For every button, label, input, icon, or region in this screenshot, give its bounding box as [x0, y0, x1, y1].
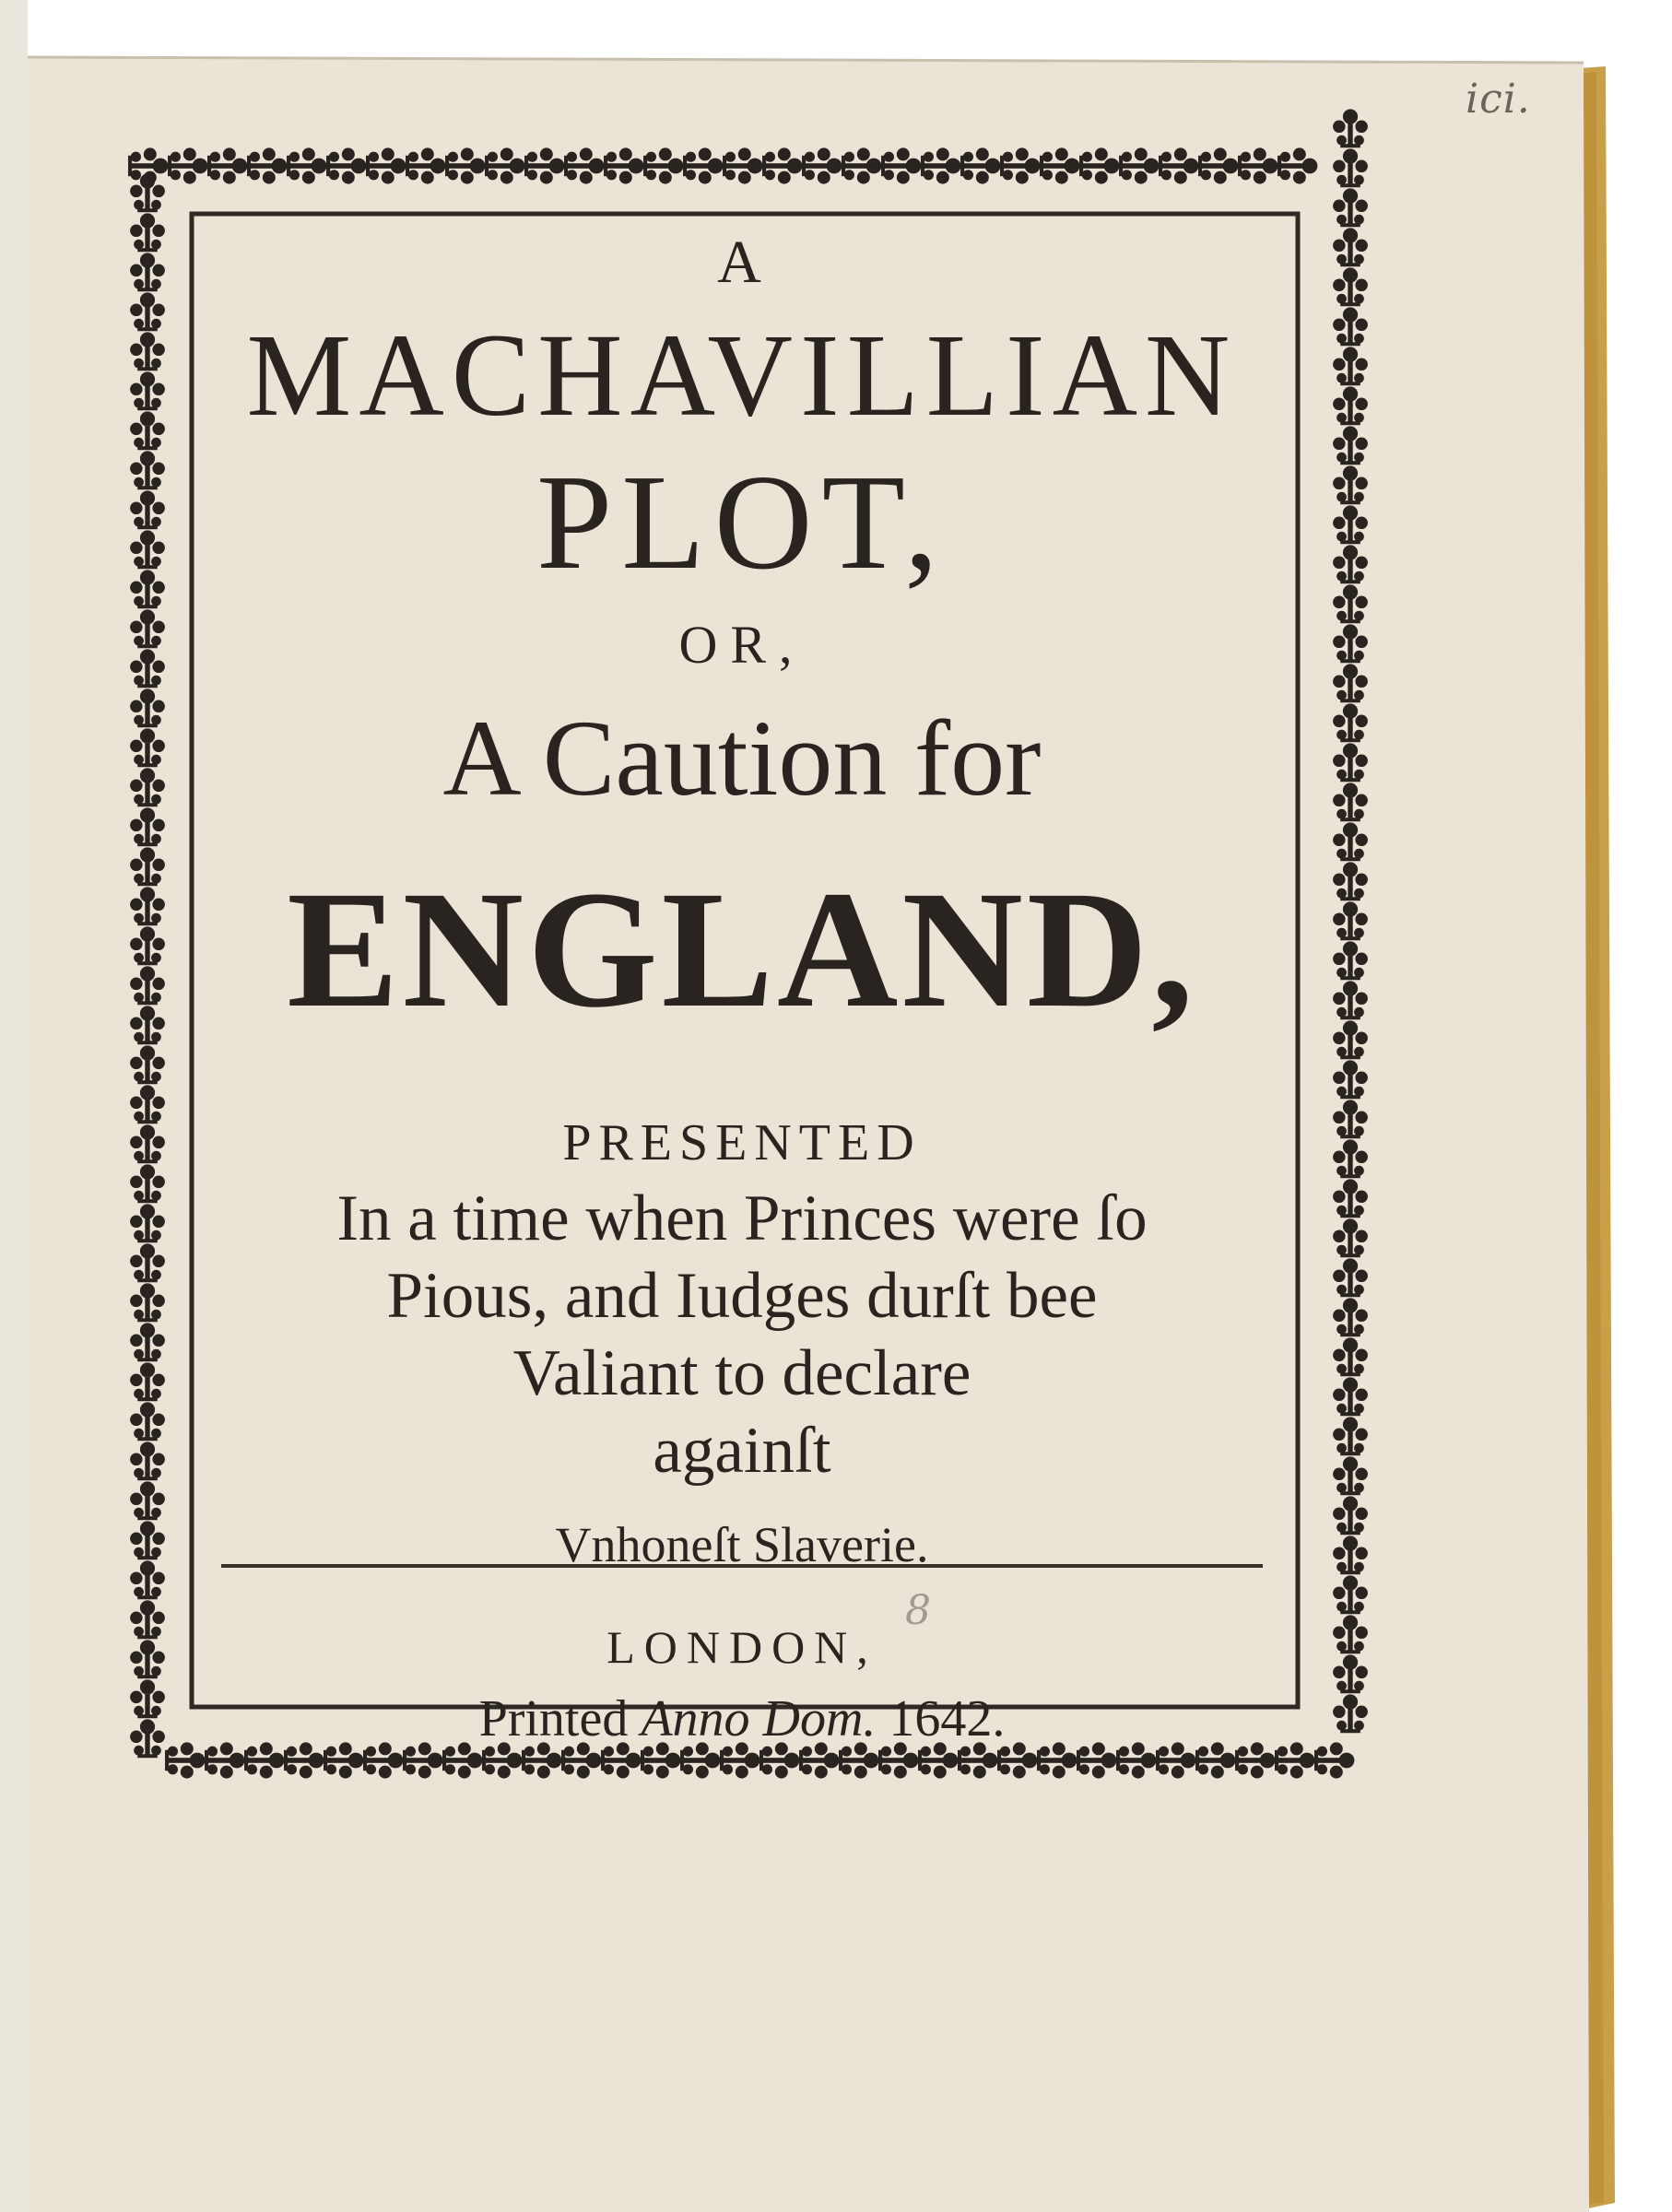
title-england: ENGLAND,	[287, 857, 1197, 1042]
subtitle-line-3: Valiant to declare	[512, 1337, 971, 1409]
facing-page-edge	[0, 0, 28, 2212]
title-or: OR,	[678, 615, 806, 675]
imprint-line	[189, 1679, 1295, 1759]
handwritten-mark: 8	[905, 1587, 931, 1634]
title-block	[189, 221, 1295, 1582]
title-plot: PLOT,	[536, 447, 948, 598]
title-caution: A Caution for	[442, 698, 1042, 818]
handwritten-note: ici.	[1466, 76, 1531, 123]
subtitle-line-2: Pious, and Iudges durſt bee	[386, 1260, 1098, 1332]
subtitle-line-1: In a time when Princes were ſo	[336, 1182, 1148, 1254]
subtitle-line-5: Vnhoneſt Slaverie.	[555, 1517, 929, 1572]
imprint-year: 1642.	[889, 1690, 1006, 1747]
title-line-a: A	[717, 229, 767, 296]
imprint-anno-dom: Anno Dom.	[641, 1690, 877, 1747]
imprint-block	[189, 1615, 1295, 1759]
title-machavillian: MACHAVILLIAN	[246, 310, 1238, 441]
title-presented: PRESENTED	[562, 1114, 922, 1171]
imprint-printed: Printed	[478, 1690, 629, 1747]
imprint-city: LONDON,	[606, 1621, 877, 1673]
horizontal-rule	[221, 1564, 1263, 1568]
subtitle-line-4: againſt	[653, 1415, 831, 1487]
